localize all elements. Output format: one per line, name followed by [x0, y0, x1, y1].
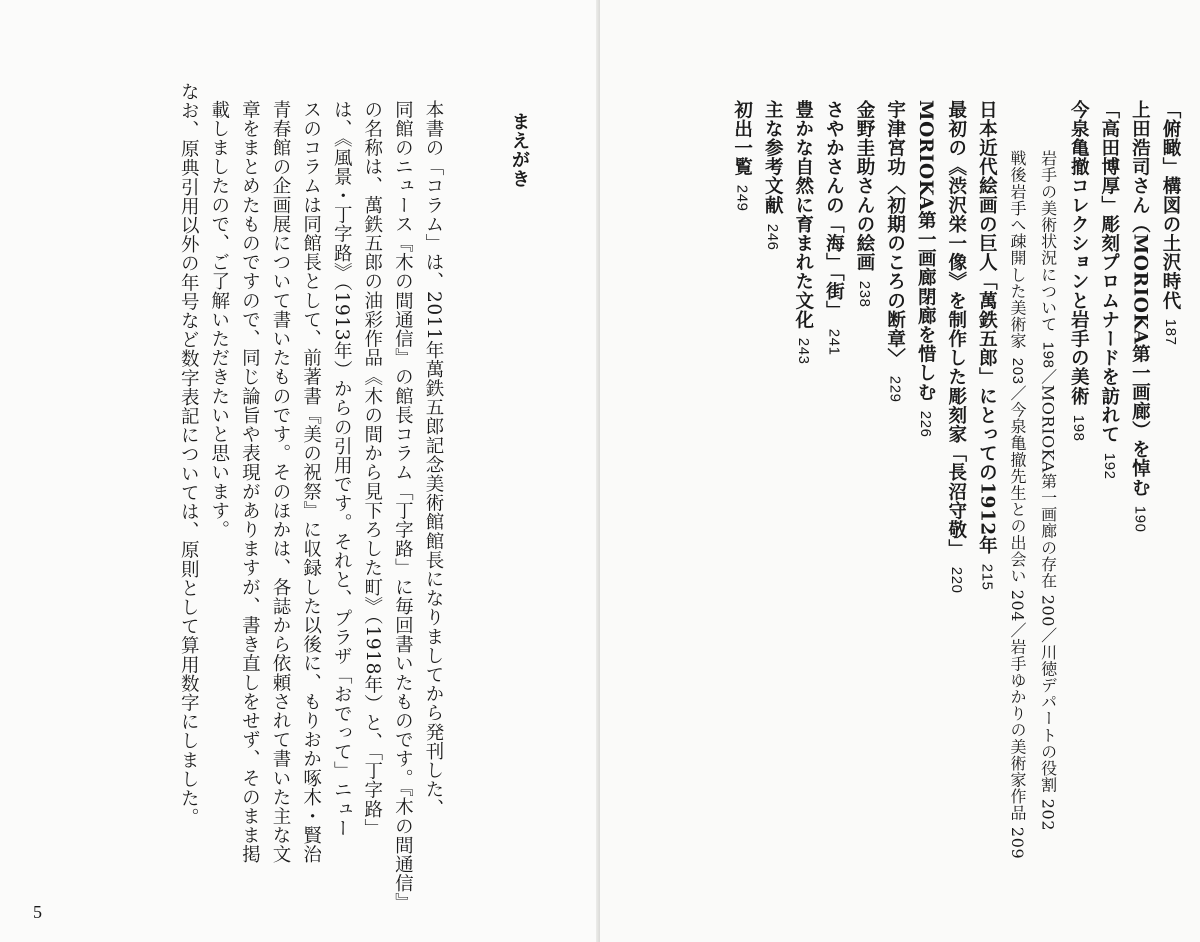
toc-entry [788, 100, 818, 365]
preface-line: 載しましたので、ご了解いただきたいと思います。 [208, 100, 230, 540]
toc-entry [971, 100, 1001, 591]
toc-entry [727, 100, 757, 212]
toc-entry [1033, 150, 1063, 831]
toc-entry [757, 100, 787, 250]
toc-entry-page: 198 [1070, 409, 1088, 442]
preface-line: なお、原典引用以外の年号など数字表記については、原則として算用数字にしました。 [178, 82, 200, 827]
preface-line: 同館のニュース『木の間通信』の館長コラム「丁字路」に毎回書いたものです。『木の間通信』 [392, 100, 414, 913]
toc-entry-page: 190 [1131, 501, 1149, 533]
toc-entry-title: さやかさんの「海」「街」 [823, 100, 845, 320]
preface-line: は、《風景・丁字路》（1913年）からの引用です。それと、プラザ「おでって」ニュー [331, 100, 353, 838]
toc-entry [818, 100, 848, 356]
toc-entry-page: 198 [1039, 336, 1057, 369]
toc-entry-title: 最初の《渋沢栄一像》を制作した彫刻家「長沼守敬」 [945, 100, 967, 559]
toc-entry-title: 日本近代絵画の巨人「萬鉄五郎」にとっての1912年 [976, 100, 998, 555]
toc-entry-title: 戦後岩手へ疎開した美術家 [1008, 150, 1027, 350]
toc-entry-page: 215 [978, 559, 996, 591]
toc-entry [941, 100, 971, 594]
toc-entry-title: 岩手の美術状況について [1038, 150, 1058, 333]
toc-entry-continuation: ／今泉亀撤先生との出会い 204／岩手ゆかりの美術家作品 209 [1008, 384, 1027, 860]
toc-entry-continuation: ／MORIOKA第一画廊の存在 200／川徳デパートの役割 202 [1038, 368, 1058, 832]
preface-line: 章をまとめたものですので、同じ論旨や表現がありますが、書き直しをせず、そのまま掲 [239, 100, 261, 864]
toc-entry-page: 192 [1100, 447, 1118, 480]
toc-entry [1094, 100, 1124, 479]
toc-entry-title: 金野圭助さんの絵画 [854, 100, 875, 272]
toc-entry-page: 187 [1162, 314, 1179, 346]
toc-entry [1063, 100, 1093, 441]
toc-entry [849, 100, 879, 308]
toc-entry [880, 100, 910, 403]
toc-entry-title: 「高田博厚」彫刻プロムナードを訪れて [1098, 100, 1120, 444]
preface-line: 本書の「コラム」は、2011年萬鉄五郎記念美術館館長になりましてから発刊した、 [423, 100, 444, 818]
toc-entry [1002, 150, 1032, 859]
toc-entry-page: 220 [947, 562, 965, 595]
preface-line: 青春館の企画展について書いたものです。そのほかは、各誌から依頼されて書いた主な文 [270, 100, 291, 864]
page-number: 5 [33, 902, 42, 922]
toc-entry-page: 238 [856, 275, 873, 308]
preface-heading: まえがき [509, 112, 530, 189]
toc-entry-page: 243 [794, 333, 812, 365]
toc-entry-page: 241 [825, 323, 843, 356]
toc-entry-title: 今泉亀撤コレクションと岩手の美術 [1068, 100, 1090, 406]
toc-entry [1155, 100, 1185, 346]
preface-line: スのコラムは同館長として、前著書『美の祝祭』に収録した以後に、もりおか啄木・賢治 [300, 100, 322, 864]
toc-entry-page: 203 [1009, 353, 1026, 385]
toc-entry-title: 初出一覧 [731, 100, 753, 177]
toc-entry-title: 豊かな自然に育まれた文化 [792, 100, 814, 330]
toc-entry [1124, 100, 1154, 533]
toc-entry-title: 「俯瞰」構図の土沢時代 [1160, 100, 1181, 311]
preface-line: の名称は、萬鉄五郎の油彩作品《木の間から見下ろした町》（1918年）と、「丁字路」 [361, 100, 383, 838]
toc-entry-title: 主な参考文献 [762, 100, 784, 215]
toc-entry-title: 宇津宮功〈初期のころの断章〉 [884, 100, 906, 368]
toc-entry-page: 229 [886, 371, 904, 404]
right-page [600, 0, 1200, 942]
toc-entry-title: MORIOKA第一画廊閉廊を惜しむ [915, 100, 937, 402]
toc-entry [910, 100, 940, 437]
toc-entry-page: 226 [917, 405, 935, 438]
toc-entry-title: 上田浩司さん（MORIOKA第一画廊）を悼む [1129, 100, 1151, 498]
toc-entry-page: 249 [733, 180, 751, 213]
toc-entry-page: 246 [764, 218, 782, 251]
